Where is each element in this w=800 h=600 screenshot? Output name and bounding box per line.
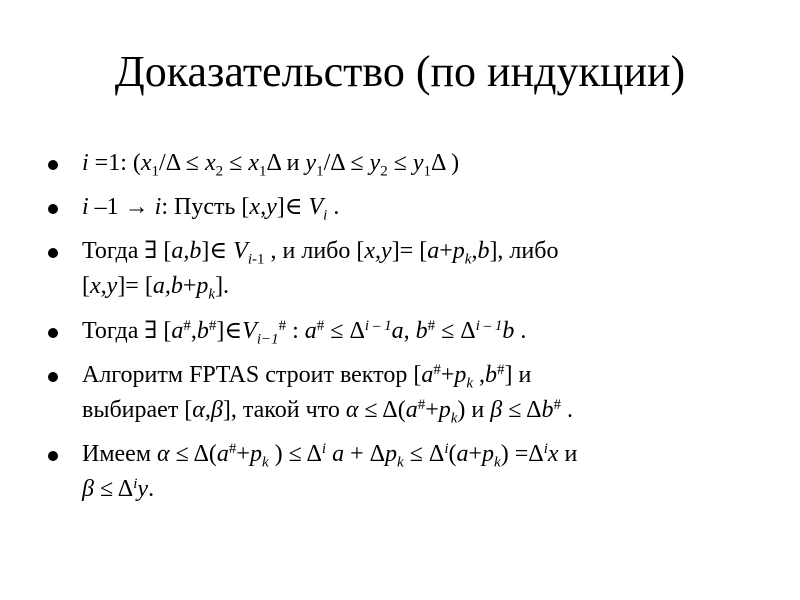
text-run: p (196, 273, 209, 299)
bullet-dot (48, 372, 58, 382)
bullet-text-line (82, 360, 782, 390)
text-run: , (403, 318, 416, 344)
text-run: Тогда ∃ [ (82, 238, 172, 264)
text-run: , и либо [ (264, 238, 365, 264)
text-run: выбирает [ (82, 397, 193, 423)
text-run: ) ≤ Δ (268, 441, 322, 467)
text-run: β (82, 476, 94, 502)
text-run: ≤ Δ (93, 476, 134, 502)
text-run: ]∈ (216, 318, 243, 344)
superscript: # (433, 361, 441, 378)
text-run: V (308, 194, 324, 220)
text-run: ≤ Δ (324, 318, 365, 344)
text-run: . (148, 476, 155, 502)
text-run: b (415, 318, 428, 344)
text-run: + (236, 441, 250, 467)
text-run: a (427, 238, 440, 264)
text-run: и (558, 441, 578, 467)
text-run: ≤ Δ (435, 318, 476, 344)
text-run: p (452, 238, 465, 264)
subscript: 2 (380, 163, 388, 180)
text-run: ≤ Δ( (358, 397, 406, 423)
text-run: ]= [ (391, 238, 428, 264)
text-run: b (477, 238, 490, 264)
text-run: b (196, 318, 209, 344)
text-run: ≤ Δ (502, 397, 542, 423)
text-run: p (438, 397, 451, 423)
subscript: k (450, 410, 458, 427)
text-run: ]∈ (276, 194, 309, 220)
text-run: a (405, 397, 418, 423)
text-run: a (304, 318, 317, 344)
text-run: x (204, 150, 216, 176)
text-run: Δ ) (431, 150, 460, 176)
superscript: # (427, 317, 436, 334)
subscript: -1 (252, 251, 265, 268)
text-run: ], такой что (222, 397, 346, 423)
text-run: x,y (249, 194, 277, 220)
text-run: b (541, 397, 554, 423)
text-run: ]∈ (201, 238, 234, 264)
text-run: Имеем (82, 441, 158, 467)
subscript: k (464, 251, 472, 268)
text-run: p (482, 441, 495, 467)
text-run: x (248, 150, 259, 176)
text-run: ( (448, 441, 457, 467)
text-run: ]. (215, 273, 230, 299)
text-run: + (182, 273, 197, 299)
text-run: α (157, 441, 170, 467)
text-run: x (140, 150, 152, 176)
superscript: i (543, 440, 548, 457)
bullet-text-line (82, 192, 782, 222)
superscript: # (553, 396, 561, 413)
superscript: # (278, 317, 287, 334)
text-run: /Δ ≤ (323, 150, 370, 176)
superscript: i – 1 (475, 317, 503, 334)
subscript: k (397, 454, 404, 471)
subscript: 1 (423, 163, 432, 180)
text-run: + (468, 441, 483, 467)
text-run: Алгоритм FPTAS строит вектор [ (82, 362, 422, 388)
bullet-text-line (82, 271, 782, 301)
text-run: : (286, 318, 305, 344)
text-run: + Δ (344, 441, 386, 467)
text-run: ) и (457, 397, 491, 423)
text-run: . (561, 397, 573, 423)
text-run: b (485, 362, 498, 388)
text-run: α,β (192, 397, 223, 423)
text-run: ≤ (387, 150, 413, 176)
subscript: 1 (258, 163, 267, 180)
text-run: : Пусть [ (161, 194, 250, 220)
text-run: . (327, 194, 340, 220)
slide-title: Доказательство (по индукции) (114, 47, 686, 96)
subscript: 1 (316, 163, 324, 180)
superscript: # (183, 317, 191, 334)
text-run: ], либо (489, 238, 559, 264)
text-run: ) =Δ (500, 441, 544, 467)
text-run: a (421, 362, 434, 388)
text-run: V (242, 318, 257, 344)
text-run: ≤ Δ( (169, 441, 217, 467)
text-run: Δ и (266, 150, 306, 176)
bullet-text-line (82, 474, 782, 504)
text-run: x (547, 441, 559, 467)
superscript: i (321, 440, 327, 457)
text-run: a,b (171, 238, 202, 264)
text-run: + (425, 397, 439, 423)
bullet-text-line (82, 439, 782, 469)
text-run: a (326, 441, 345, 467)
text-run: x,y (90, 273, 118, 299)
text-run: α (345, 397, 359, 423)
subscript: k (494, 454, 501, 471)
text-run: ] и (504, 362, 532, 388)
bullet-dot (48, 328, 58, 338)
bullet-dot (48, 160, 58, 170)
text-run: y (137, 476, 149, 502)
text-run: /Δ ≤ (159, 150, 205, 176)
bullet-dot (48, 204, 58, 214)
subscript: i (323, 207, 328, 224)
superscript: # (208, 317, 217, 334)
subscript: k (261, 454, 269, 471)
text-run: V (233, 238, 248, 264)
text-run: i (82, 150, 89, 176)
text-run: , (190, 318, 197, 344)
superscript: # (497, 361, 505, 378)
text-run: + (439, 238, 453, 264)
text-run: p (249, 441, 262, 467)
text-run: a (456, 441, 469, 467)
text-run: a,b (152, 273, 183, 299)
bullet-dot (48, 451, 58, 461)
subscript: 1 (151, 163, 160, 180)
text-run: ≤ Δ (403, 441, 445, 467)
text-run: ≤ (223, 150, 249, 176)
text-run: a (171, 318, 184, 344)
bullet-text-line (82, 236, 782, 266)
text-run: , (471, 238, 478, 264)
subscript: i−1 (256, 331, 279, 348)
text-run: a (216, 441, 229, 467)
superscript: i – 1 (364, 317, 392, 334)
superscript: i (444, 440, 449, 457)
text-run: , (473, 362, 486, 388)
text-run: Тогда ∃ [ (82, 318, 172, 344)
subscript: k (466, 375, 474, 392)
bullet-text-line (82, 148, 782, 178)
superscript: # (417, 396, 426, 413)
text-run: p (385, 441, 398, 467)
superscript: # (316, 317, 325, 334)
text-run: ]= [ (117, 273, 153, 299)
text-run: y (369, 150, 381, 176)
bullet-dot (48, 248, 58, 258)
text-run: . (514, 318, 527, 344)
text-run: i (154, 194, 162, 220)
text-run: a (391, 318, 404, 344)
text-run: i (82, 194, 89, 220)
text-run: y (412, 150, 424, 176)
text-run: y (305, 150, 317, 176)
bullet-text-line (82, 395, 782, 425)
superscript: # (228, 440, 237, 457)
superscript: i (133, 475, 138, 492)
text-run: =1: ( (88, 150, 141, 176)
text-run: β (490, 397, 503, 423)
text-run: + (440, 362, 455, 388)
bullet-text-line (82, 316, 782, 346)
subscript: i (247, 251, 252, 268)
text-run: b (502, 318, 515, 344)
text-run: [ (82, 273, 90, 299)
subscript: 2 (215, 163, 224, 180)
text-run: p (454, 362, 467, 388)
text-run: –1 → (88, 194, 155, 220)
text-run: x,y (364, 238, 392, 264)
subscript: k (208, 286, 216, 303)
